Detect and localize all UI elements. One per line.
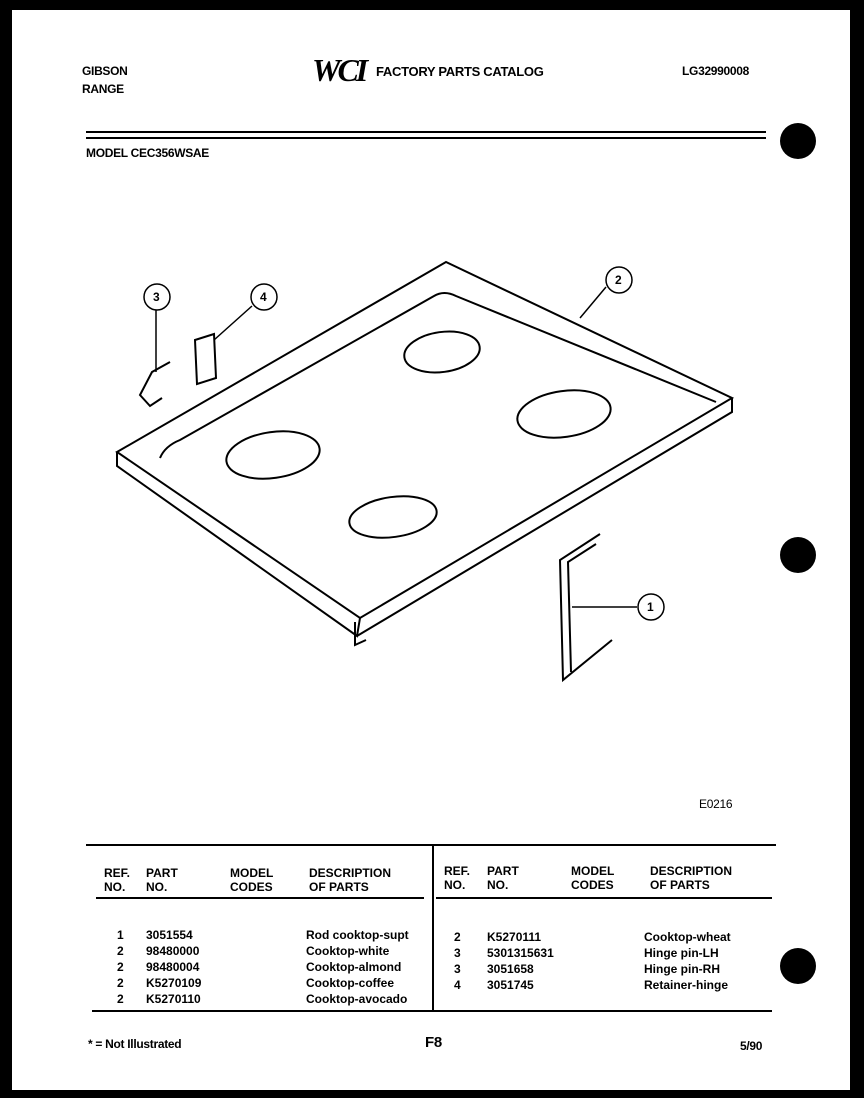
header-of-parts: OF PARTS [650,878,710,892]
callout-1: 1 [647,600,654,614]
header-of-parts: OF PARTS [309,880,369,894]
part-no: 3051554 [146,928,193,942]
footnote: * = Not Illustrated [88,1037,182,1051]
ref-no: 2 [454,930,461,944]
callout-4: 4 [260,290,267,304]
part-no: 3051658 [487,962,534,976]
brand: GIBSON [82,64,128,78]
part-description: Retainer-hinge [644,978,729,992]
part-no: 3051745 [487,978,534,992]
part-no: 98480000 [146,944,200,958]
header-ref: REF. [104,866,131,880]
retainer-part-4 [195,334,216,384]
ref-no: 3 [454,962,461,976]
date: 5/90 [740,1039,763,1053]
cooktop-part-2 [117,262,732,645]
header-ref-no: NO. [444,878,466,892]
hinge-pin-part-3 [140,362,170,406]
part-description: Cooktop-avocado [306,992,408,1006]
header-part: PART [146,866,178,880]
part-description: Cooktop-wheat [644,930,731,944]
header-description: DESCRIPTION [650,864,733,878]
header-part-no: NO. [487,878,509,892]
right-header-rule [436,897,772,899]
header-model: MODEL [571,864,615,878]
part-no: K5270109 [146,976,202,990]
part-no: K5270111 [487,930,542,944]
wci-logo: WCI [312,52,366,88]
left-header-rule [96,897,424,899]
part-no: 98480004 [146,960,200,974]
callout-2: 2 [615,273,622,287]
model-label: MODEL CEC356WSAE [86,146,210,160]
ref-no: 3 [454,946,461,960]
ref-no: 2 [117,944,124,958]
part-description: Cooktop-white [306,944,390,958]
callout-3: 3 [153,290,160,304]
product-type: RANGE [82,82,124,96]
ref-no: 2 [117,992,124,1006]
ref-no: 2 [117,960,124,974]
header-codes: CODES [230,880,273,894]
part-no: K5270110 [146,992,201,1006]
header-codes: CODES [571,878,614,892]
header-model: MODEL [230,866,274,880]
header-part-no: NO. [146,880,168,894]
header-part: PART [487,864,519,878]
header-ref-no: NO. [104,880,126,894]
ref-no: 2 [117,976,124,990]
table-divider [432,846,434,1011]
part-description: Hinge pin-LH [644,946,719,960]
figure-code: E0216 [699,797,733,811]
ref-no: 1 [117,928,124,942]
ref-no: 4 [454,978,461,992]
table-bottom-rule [92,1010,772,1012]
part-description: Rod cooktop-supt [306,928,409,942]
part-description: Cooktop-coffee [306,976,394,990]
page-number: F8 [425,1034,442,1051]
catalog-title: FACTORY PARTS CATALOG [376,64,544,79]
header-description: DESCRIPTION [309,866,392,880]
catalog-number: LG32990008 [682,64,750,78]
part-description: Hinge pin-RH [644,962,720,976]
table-top-rule [86,844,776,846]
part-description: Cooktop-almond [306,960,402,974]
part-no: 5301315631 [487,946,554,960]
header-ref: REF. [444,864,471,878]
